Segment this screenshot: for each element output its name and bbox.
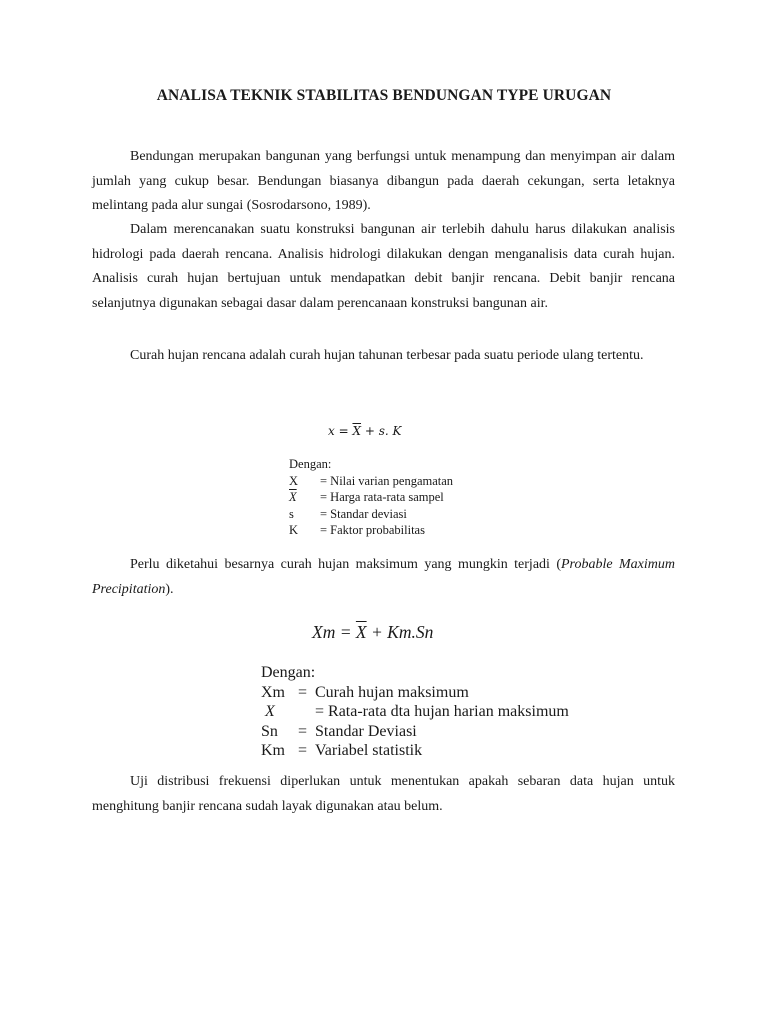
definition-equals: =	[298, 742, 308, 759]
paragraph-pmp-term: Probable Maximum Precipitation	[92, 557, 675, 597]
definition-row	[261, 683, 569, 703]
formula-xm	[312, 622, 433, 643]
definition-text: = Harga rata-rata sampel	[320, 490, 444, 504]
paragraph-pmp-end: ).	[165, 581, 174, 597]
formula-x-mean: $\overline{X}$	[352, 424, 362, 438]
formula-x-lhs: x	[328, 424, 335, 438]
definition-equals: =	[298, 722, 308, 740]
definitions-formula-x	[289, 456, 453, 539]
definition-symbol: K	[289, 523, 299, 537]
definition-equals	[298, 702, 315, 722]
definition-symbol: X	[289, 473, 299, 488]
definition-text: Curah hujan maksimum	[315, 683, 469, 701]
definition-row	[289, 522, 453, 539]
paragraph-bendungan: Bendungan merupakan bangunan yang berfungsi untuk menampung dan menyimpan air dalam jumlah yang cukup besar. Bendungan biasanya dibangun pada daerah cekungan, serta letaknya melintang pada alur sungai (Sosrodarsono, 1989).	[92, 149, 675, 214]
definition-row	[289, 489, 453, 506]
definition-symbol: Km	[261, 742, 285, 759]
definition-row	[289, 473, 453, 490]
definition-text: Standar Deviasi	[315, 722, 417, 740]
definition-row	[261, 741, 569, 761]
definition-equals: =	[298, 683, 308, 701]
document-title: ANALISA TEKNIK STABILITAS BENDUNGAN TYPE URUGAN	[156, 87, 612, 104]
formula-xm-lhs: Xm	[312, 622, 336, 642]
formula-x-rest: + s. K	[361, 424, 402, 438]
definition-symbol: Xm	[261, 683, 285, 701]
definition-text: = Faktor probabilitas	[320, 523, 425, 537]
definition-row	[261, 722, 569, 742]
definition-row	[261, 702, 569, 722]
paragraph-uji-distribusi: Uji distribusi frekuensi diperlukan untuk menentukan apakah sebaran data hujan untuk menghitung banjir rencana sudah layak digunakan atau belum.	[92, 774, 675, 814]
definitions-formula-xm	[261, 663, 569, 761]
definition-symbol: $\overline{X}$	[289, 490, 297, 504]
definition-symbol: Sn	[261, 722, 278, 740]
definitions-heading: Dengan:	[289, 457, 332, 471]
formula-x-equals: =	[334, 424, 353, 438]
definitions-heading: Dengan:	[261, 664, 316, 681]
definition-text: = Nilai varian pengamatan	[320, 473, 454, 488]
definition-text: = Standar deviasi	[320, 506, 407, 521]
definition-row	[289, 506, 453, 523]
definition-symbol: X	[265, 703, 275, 720]
formula-x	[328, 424, 401, 438]
definition-symbol: s	[289, 506, 294, 521]
paragraph-pmp-text: Perlu diketahui besarnya curah hujan maksimum yang mungkin terjadi (	[130, 557, 561, 572]
definition-text: = Rata-rata dta hujan harian maksimum	[315, 703, 569, 720]
definition-text: Variabel statistik	[315, 742, 423, 759]
paragraph-pmp	[92, 553, 675, 602]
formula-xm-equals: =	[335, 622, 356, 642]
paragraph-analisis-hidrologi: Dalam merencanakan suatu konstruksi bangunan air terlebih dahulu harus dilakukan analisis hidrologi pada daerah rencana. Analisis hidrologi dilakukan dengan menganalisis data curah hujan. Analisis curah hujan bertujuan untuk mendapatkan debit banjir rencana. Debit banjir rencana selanjutnya digunakan sebagai dasar dalam perencanaan konstruksi bangunan air.	[92, 222, 675, 311]
formula-xm-rest: + Km.Sn	[366, 622, 434, 642]
paragraph-curah-hujan-rencana: Curah hujan rencana adalah curah hujan tahunan terbesar pada suatu periode ulang tertentu.	[130, 348, 644, 363]
formula-xm-mean: $\overline{X}$	[355, 622, 367, 642]
